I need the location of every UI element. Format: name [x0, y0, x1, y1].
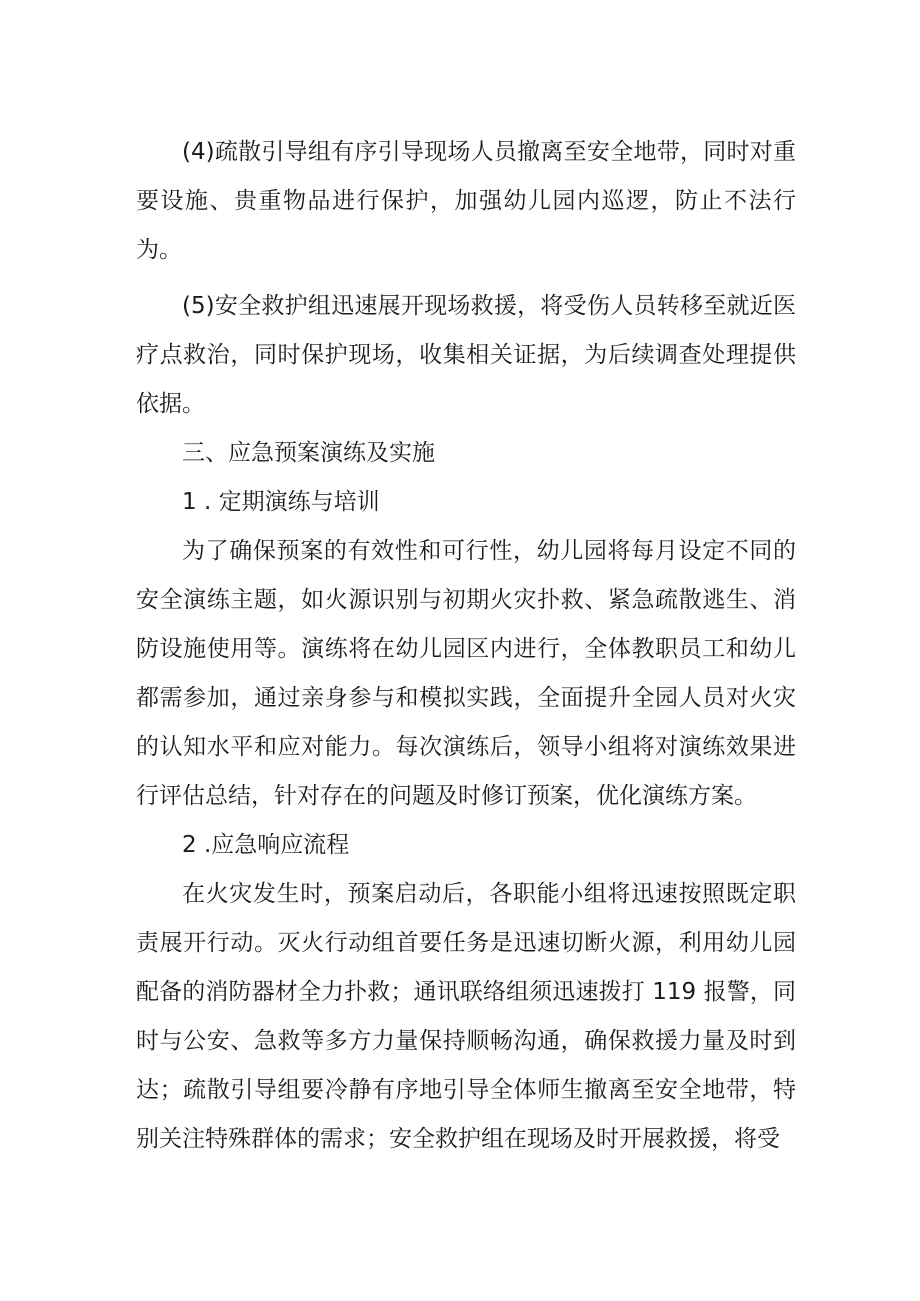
- subheading-regular-drill: 1 . 定期演练与培训: [182, 489, 380, 515]
- subheading-response-process: 2 .应急响应流程: [182, 832, 350, 858]
- paragraph-rescue-team: (5)安全救护组迅速展开现场救援，将受伤人员转移至就近医疗点救治，同时保护现场，收集相关证据，为后续调查处理提供依据。: [136, 293, 796, 417]
- paragraph-evacuation-team: (4)疏散引导组有序引导现场人员撤离至安全地带，同时对重要设施、贵重物品进行保护，加强幼儿园内巡逻，防止不法行为。: [136, 139, 796, 263]
- section-heading-drill: 三、应急预案演练及实施: [182, 440, 435, 466]
- paragraph-response-process: 在火灾发生时，预案启动后，各职能小组将迅速按照既定职责展开行动。灭火行动组首要任务是迅速切断火源，利用幼儿园配备的消防器材全力扑救；通讯联络组须迅速拨打 119 报警，同时与公安、急救等多方力量保持顺畅沟通，确保救援力量及时到达；疏散引导组要冷静有序地引导全体师生撤离至安全地带，特别关注特殊群体的需求；安全救护组在现场及时开展救援，将受: [136, 881, 796, 1152]
- document-body: [136, 128, 796, 1164]
- paragraph-drill-training: 为了确保预案的有效性和可行性，幼儿园将每月设定不同的安全演练主题，如火源识别与初期火灾扑救、紧急疏散逃生、消防设施使用等。演练将在幼儿园区内进行，全体教职员工和幼儿都需参加，通过亲身参与和模拟实践，全面提升全园人员对火灾的认知水平和应对能力。每次演练后，领导小组将对演练效果进行评估总结，针对存在的问题及时修订预案，优化演练方案。: [136, 538, 796, 809]
